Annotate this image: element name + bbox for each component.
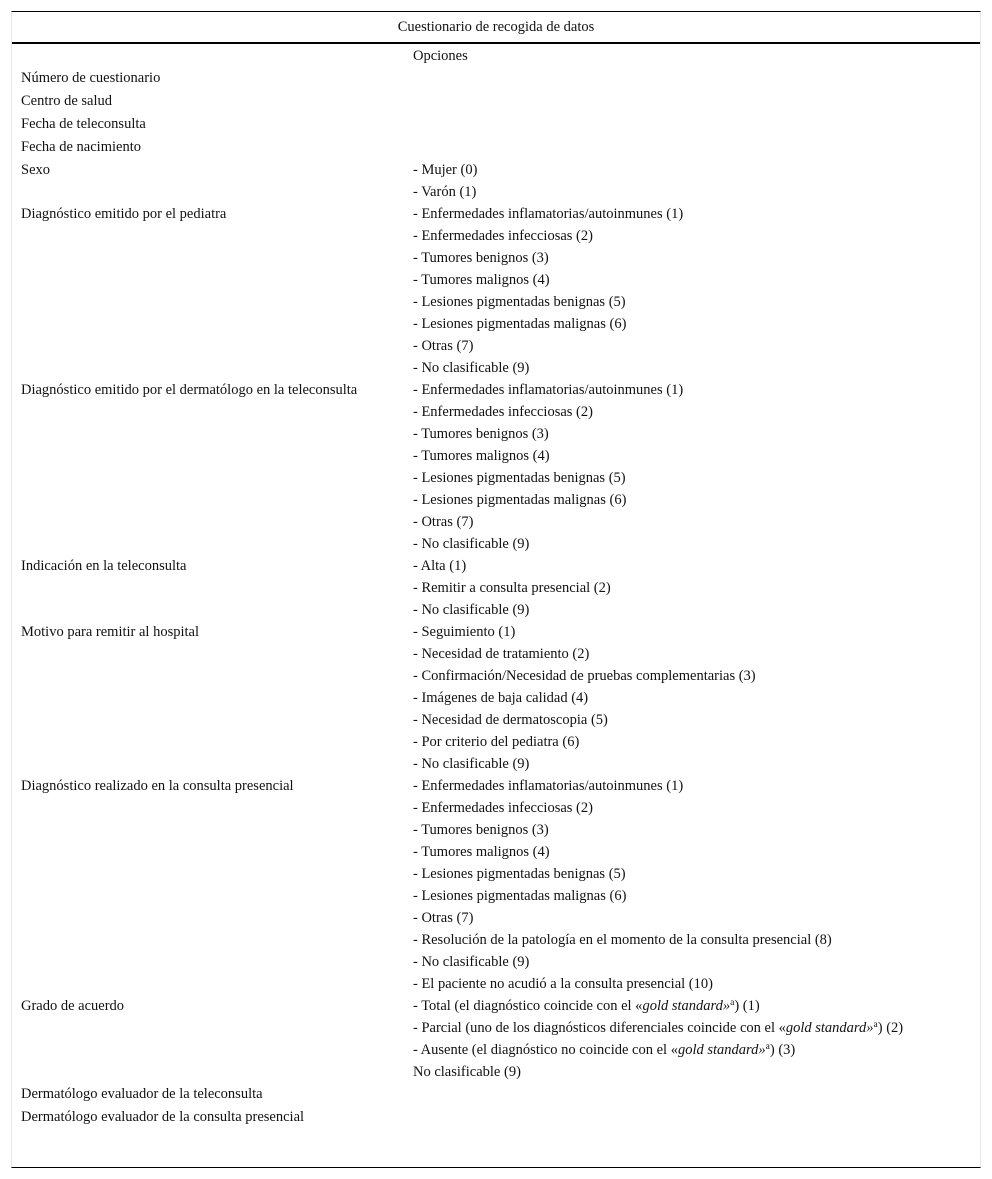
option-text: - Parcial (uno de los diagnósticos diferenciales coincide con el « (413, 1020, 786, 1036)
table-title: Cuestionario de recogida de datos (12, 12, 980, 44)
option-text: - Total (el diagnóstico coincide con el « (413, 998, 643, 1014)
option-item: - Resolución de la patología en el momento de la consulta presencial (8) (413, 932, 832, 948)
option-item: - Lesiones pigmentadas malignas (6) (413, 888, 627, 904)
table-row (12, 113, 980, 136)
table-row (12, 621, 980, 775)
option-item: - Otras (7) (413, 338, 474, 354)
option-text-end: ) (2) (877, 1020, 904, 1036)
option-item: - Lesiones pigmentadas benignas (5) (413, 866, 626, 882)
option-item: - Seguimiento (1) (413, 624, 516, 640)
table-row (12, 775, 980, 995)
table-row (12, 379, 980, 555)
footnote-marker: a (730, 998, 735, 1008)
header-row (12, 45, 980, 67)
option-item: - Tumores benignos (3) (413, 822, 549, 838)
option-item: - Alta (1) (413, 558, 467, 574)
row-label: Número de cuestionario (21, 70, 161, 86)
option-item: - Imágenes de baja calidad (4) (413, 690, 589, 706)
option-item: - Remitir a consulta presencial (2) (413, 580, 611, 596)
option-emphasis: gold standard (785, 1020, 867, 1036)
option-item: - Otras (7) (413, 910, 474, 926)
option-text: - Ausente (el diagnóstico no coincide con el « (413, 1042, 678, 1058)
option-item: - Lesiones pigmentadas benignas (5) (413, 470, 626, 486)
table-row (12, 995, 980, 1083)
option-item: - Lesiones pigmentadas malignas (6) (413, 316, 627, 332)
row-label: Sexo (21, 162, 50, 178)
option-item: - Lesiones pigmentadas benignas (5) (413, 294, 626, 310)
option-item: - No clasificable (9) (413, 756, 530, 772)
table-row (12, 136, 980, 159)
data-collection-table (11, 11, 981, 1168)
footnote-marker: a (765, 1042, 770, 1052)
option-item: - Necesidad de tratamiento (2) (413, 646, 590, 662)
option-item: - Otras (7) (413, 514, 474, 530)
table-row (12, 1106, 980, 1129)
row-label: Diagnóstico emitido por el pediatra (21, 206, 227, 222)
option-item: - Varón (1) (413, 184, 477, 200)
option-item: - Tumores malignos (4) (413, 448, 550, 464)
option-item: - Tumores malignos (4) (413, 844, 550, 860)
table-row (12, 555, 980, 621)
table-row (12, 67, 980, 90)
option-item: - Enfermedades infecciosas (2) (413, 228, 593, 244)
option-item: - Confirmación/Necesidad de pruebas complementarias (3) (413, 668, 756, 684)
option-item: - Enfermedades infecciosas (2) (413, 404, 593, 420)
option-item: - Enfermedades inflamatorias/autoinmunes (1) (413, 382, 684, 398)
option-emphasis-quote: » (722, 998, 731, 1014)
option-item: - Enfermedades inflamatorias/autoinmunes (1) (413, 206, 684, 222)
option-item: - Tumores malignos (4) (413, 272, 550, 288)
row-label: Indicación en la teleconsulta (21, 558, 187, 574)
agreement-option-total (413, 995, 950, 1017)
agreement-option-absent (413, 1039, 950, 1061)
agreement-option-partial (413, 1017, 950, 1039)
row-label: Dermatólogo evaluador de la consulta presencial (21, 1109, 305, 1125)
option-item: - Tumores benignos (3) (413, 250, 549, 266)
option-text-end: ) (3) (769, 1042, 796, 1058)
row-label: Grado de acuerdo (21, 998, 125, 1014)
row-label: Motivo para remitir al hospital (21, 624, 199, 640)
option-item: - No clasificable (9) (413, 360, 530, 376)
agreement-option-unclassifiable: No clasificable (9) (413, 1064, 521, 1080)
option-item: - No clasificable (9) (413, 954, 530, 970)
table-row (12, 1083, 980, 1106)
row-label: Diagnóstico emitido por el dermatólogo en la teleconsulta (21, 382, 358, 398)
option-item: - Necesidad de dermatoscopia (5) (413, 712, 608, 728)
option-text-end: ) (1) (734, 998, 760, 1014)
table-row (12, 90, 980, 113)
option-item: - Enfermedades infecciosas (2) (413, 800, 593, 816)
option-item: - No clasificable (9) (413, 602, 530, 618)
option-item: - Mujer (0) (413, 162, 478, 178)
option-item: - Lesiones pigmentadas malignas (6) (413, 492, 627, 508)
row-label: Fecha de nacimiento (21, 139, 141, 155)
option-item: - Tumores benignos (3) (413, 426, 549, 442)
row-label: Centro de salud (21, 93, 113, 109)
option-item: - No clasificable (9) (413, 536, 530, 552)
footnote-marker: a (873, 1020, 878, 1030)
table-row (12, 203, 980, 379)
options-header: Opciones (413, 48, 468, 64)
row-label: Diagnóstico realizado en la consulta presencial (21, 778, 294, 794)
option-emphasis-quote: » (866, 1020, 874, 1036)
option-item: - Por criterio del pediatra (6) (413, 734, 580, 750)
option-emphasis: gold standard (642, 998, 723, 1014)
option-item: - Enfermedades inflamatorias/autoinmunes (1) (413, 778, 684, 794)
row-label: Fecha de teleconsulta (21, 116, 146, 132)
row-label: Dermatólogo evaluador de la teleconsulta (21, 1086, 263, 1102)
option-item: - El paciente no acudió a la consulta presencial (10) (413, 976, 713, 992)
table-body (12, 44, 980, 1129)
option-emphasis: gold standard (677, 1042, 759, 1058)
option-emphasis-quote: » (758, 1042, 766, 1058)
table-row (12, 159, 980, 203)
